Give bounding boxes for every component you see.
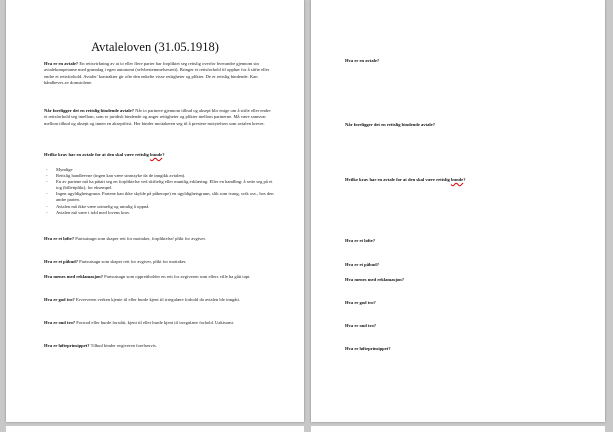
question-line: Hva er løfteprinsippet?	[345, 346, 391, 351]
question-reklamasjon: Hva menes med reklamasjon?	[44, 274, 103, 279]
paragraph-lofte	[44, 236, 274, 242]
paragraph-god-tro	[44, 297, 274, 303]
list-item: - En av partene må ha påtatt seg en forpliktelse ved skiftelig eller muntlig erklæring. Eller en handling: å sette seg på et tog (billettplikt), for eksempel.	[44, 179, 274, 191]
answer-reklamasjon: Partsutsagn som opprettholder en rett for avgiveren som ellers ville ha gått tapt.	[103, 274, 251, 279]
question-line: Hva menes med reklamasjon?	[345, 277, 404, 282]
document-page-1	[6, 0, 304, 422]
question-line: Hva er et løfte?	[345, 238, 376, 243]
question-ond-tro: Hva er ond tro?	[44, 320, 76, 325]
paragraph-pabud	[44, 259, 274, 265]
question-lofteprinsippet: Hva er løfteprinsippet?	[44, 343, 90, 348]
question-line: Hva er ond tro?	[345, 323, 377, 328]
paragraph-ond-tro	[44, 320, 274, 326]
answer-bindende-avtale: Når to partnere gjennom tilbud og aksept blir enige om å stifte eller endre et rettsforhold seg imellom, som er juridisk bindende og anger rettigheter og plikter mellom partnerne. Må være samsvar mellom tilbud og aksept og innen en akseptfrist. Her binder mottakeren seg til å prestere motytelsen som avtalen krever.	[44, 108, 271, 126]
question-god-tro: Hva er god tro?	[44, 297, 75, 302]
question-lofte: Hva er et løfte?	[44, 236, 75, 241]
paragraph-krav	[44, 152, 274, 158]
question-bindende-avtale: Når foreligger det en rettslig bindende avtale?	[44, 108, 134, 113]
answer-pabud: Partsutsagn som skaper rett for avgiver, plikt for mottaker.	[78, 259, 187, 264]
list-item: - Rettslig handleevne (ingen kan være sinnssyke da de inngikk avtalen).	[44, 173, 274, 179]
question-krav-end: ?	[162, 152, 165, 157]
document-page-4-top	[311, 426, 605, 432]
question-line: Hva er god tro?	[345, 300, 376, 305]
spellcheck-error-word[interactable]: bunde	[450, 177, 464, 182]
question-line	[345, 177, 466, 182]
paragraph-reklamasjon	[44, 274, 274, 280]
list-item: - Myndige	[44, 167, 274, 173]
list-item: - Avtalen må ikke være urimelig og umulig å oppnå.	[44, 204, 274, 210]
question-line-text: Hvilke krav har en avtale for at den skal være rettslig	[345, 177, 451, 182]
answer-ond-tro: Forstod eller burde forstått, kjent til eller burde kjent til irregulære forhold. Uaktsomt.	[75, 320, 235, 325]
answer-lofteprinsippet: Tilbud binder avgiveren forelsesvis.	[89, 343, 157, 348]
question-avtale: Hva er en avtale?	[44, 61, 79, 66]
question-line-end: ?	[463, 177, 466, 182]
paragraph-bindende-avtale	[44, 108, 274, 127]
question-krav	[44, 152, 165, 157]
question-pabud: Hva er et påbud?	[44, 259, 78, 264]
document-page-2	[311, 0, 605, 422]
question-krav-text: Hvilke krav har en avtale for at den skal være rettslig	[44, 152, 150, 157]
answer-lofte: Partsutsagn som skaper rett for mottaker, forpliktelse/ plikt for avgiver.	[74, 236, 206, 241]
document-page-3-top	[6, 426, 304, 432]
question-line: Når foreligger det en rettslig bindende avtale?	[345, 122, 435, 127]
requirements-list	[44, 167, 274, 216]
list-item: - Avtalen må være i tråd med lovens krav.	[44, 210, 274, 216]
paragraph-lofteprinsippet	[44, 343, 274, 349]
question-line: Hva er en avtale?	[345, 58, 380, 63]
spellcheck-error-word[interactable]: bunde	[149, 152, 163, 157]
answer-avtale: En rettsvirkning av at to eller flere parter har forpliktet seg rettslig overfor hverandre gjennom sin avtalekompetanse med grunnlag i egen autonomi (selvbestemmelsesrett). Bringer et rettsforhold til opphør for å stifte eller endre et rettsforhold. Avtaler' kontrakter gir ofte den enkelte visse rettigheter og plikter. De er rettslig bindende. Kan håndheves av domstolene.	[44, 61, 270, 86]
document-title: Avtaleloven (31.05.1918)	[91, 40, 219, 54]
list-item: - Ingen ugyldighetsgrunn. Partene kan ikke skylde på påberope) en ugyldighetsgrunn, slik som tvang, svik osv., hos den andre parten.	[44, 191, 274, 203]
answer-god-tro: Erververen verken kjente til eller burde kjent til irregulære forhold da avtalen ble inngått.	[74, 297, 241, 302]
paragraph-avtale	[44, 61, 274, 87]
question-line: Hva er et påbud?	[345, 262, 379, 267]
